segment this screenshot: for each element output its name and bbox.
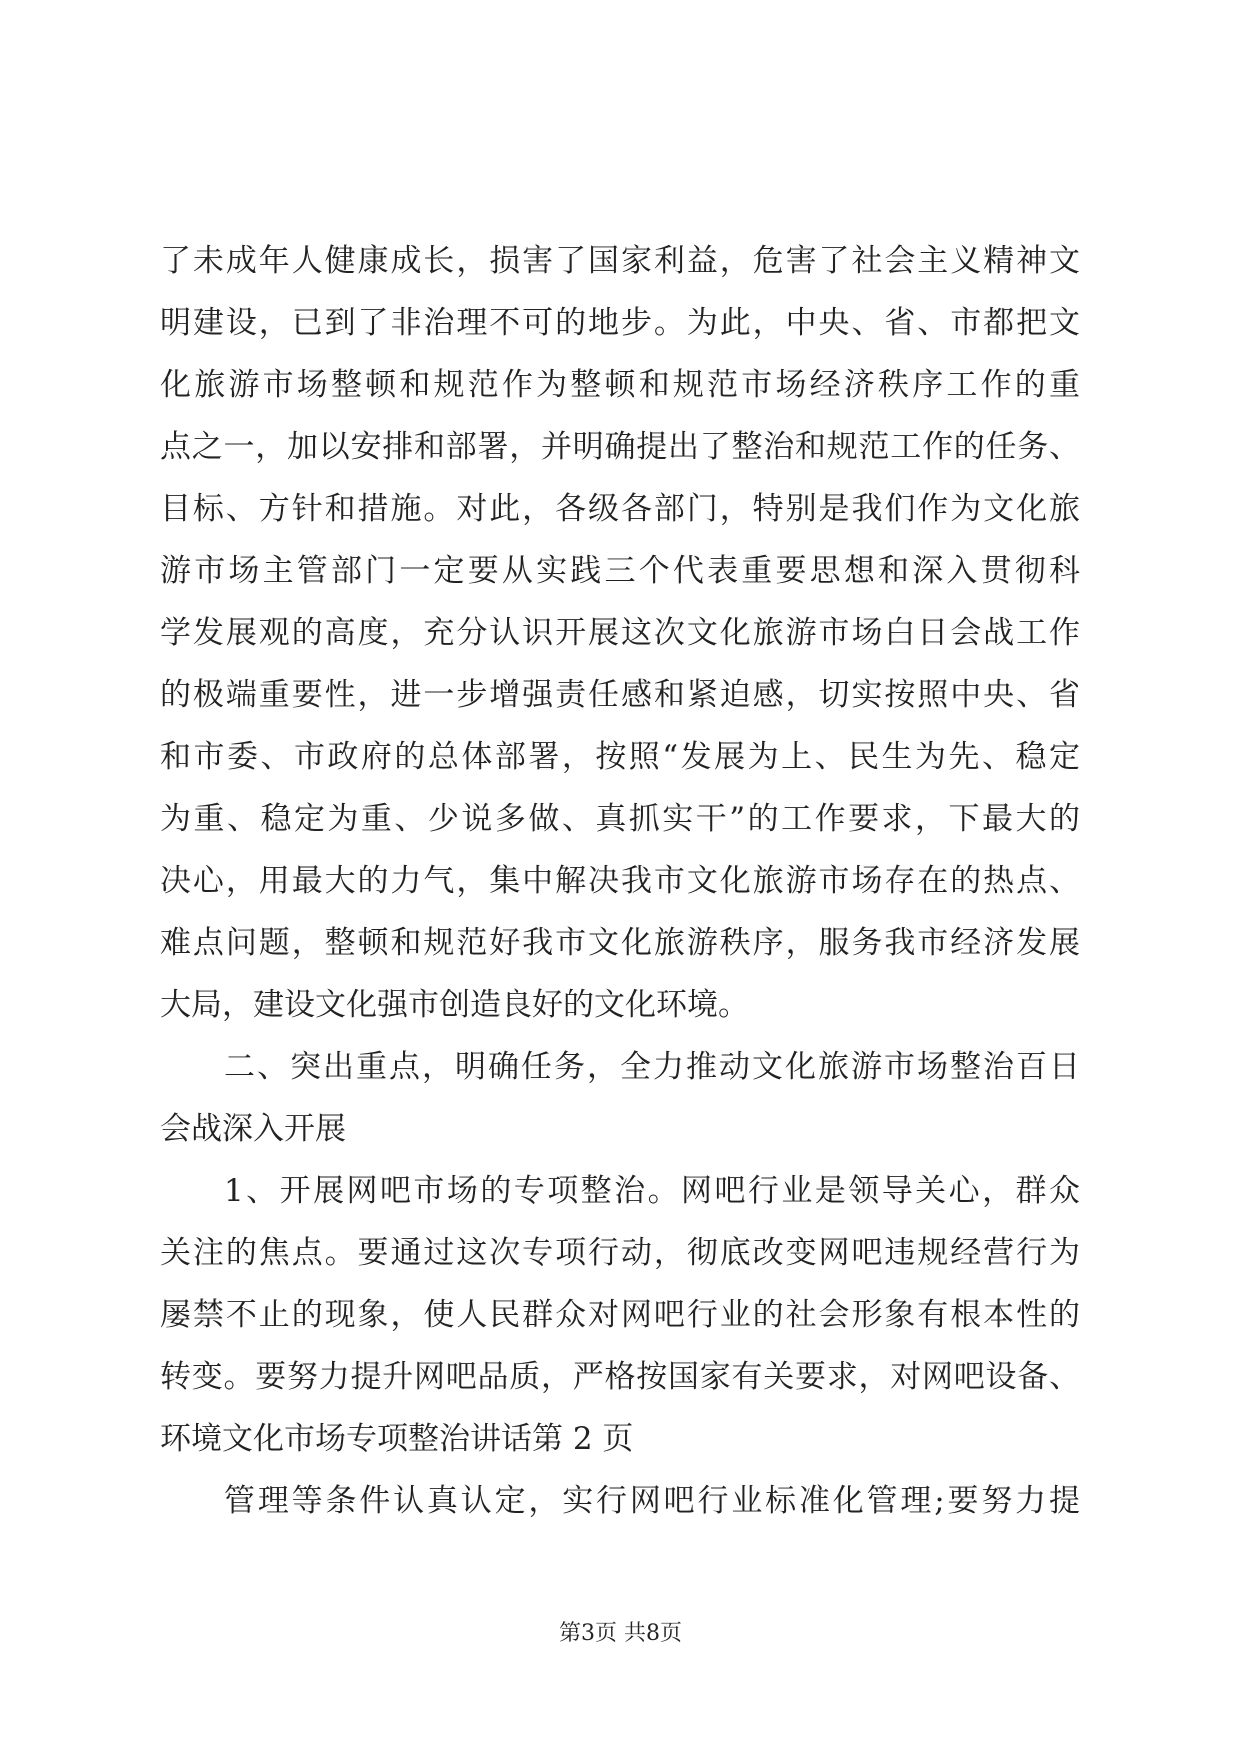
text-line-17: 关注的焦点。要通过这次专项行动，彻底改变网吧违规经营行为 (160, 1235, 1080, 1271)
text-line-9: 和市委、市政府的总体部署，按照“发展为上、民生为先、稳定 (160, 739, 1080, 775)
section-heading-line-2: 会战深入开展 (160, 1111, 346, 1147)
document-body (160, 230, 1080, 1532)
section-heading-line-1: 二、突出重点，明确任务，全力推动文化旅游市场整治百日 (224, 1049, 1080, 1085)
text-line-8: 的极端重要性，进一步增强责任感和紧迫感，切实按照中央、省 (160, 677, 1080, 713)
text-line-7: 学发展观的高度，充分认识开展这次文化旅游市场白日会战工作 (160, 615, 1080, 651)
text-line-11: 决心，用最大的力气，集中解决我市文化旅游市场存在的热点、 (160, 863, 1080, 899)
text-line-21: 管理等条件认真认定，实行网吧行业标准化管理;要努力提 (224, 1483, 1080, 1519)
text-line-6: 游市场主管部门一定要从实践三个代表重要思想和深入贯彻科 (160, 553, 1080, 589)
text-line-16: 1、开展网吧市场的专项整治。网吧行业是领导关心，群众 (224, 1173, 1080, 1209)
text-line-1: 了未成年人健康成长，损害了国家利益，危害了社会主义精神文 (160, 243, 1080, 279)
text-line-4: 点之一，加以安排和部署，并明确提出了整治和规范工作的任务、 (160, 429, 1080, 465)
page-footer: 第3页 共8页 (559, 1621, 682, 1646)
text-line-18: 屡禁不止的现象，使人民群众对网吧行业的社会形象有根本性的 (160, 1297, 1080, 1333)
text-line-3: 化旅游市场整顿和规范作为整顿和规范市场经济秩序工作的重 (160, 367, 1080, 403)
text-line-20: 环境文化市场专项整治讲话第 2 页 (160, 1421, 634, 1457)
text-line-10: 为重、稳定为重、少说多做、真抓实干”的工作要求，下最大的 (160, 801, 1080, 837)
text-line-2: 明建设，已到了非治理不可的地步。为此，中央、省、市都把文 (160, 305, 1080, 341)
text-line-19: 转变。要努力提升网吧品质，严格按国家有关要求，对网吧设备、 (160, 1359, 1080, 1395)
text-line-5: 目标、方针和措施。对此，各级各部门，特别是我们作为文化旅 (160, 491, 1080, 527)
text-line-12: 难点问题，整顿和规范好我市文化旅游秩序，服务我市经济发展 (160, 925, 1080, 961)
text-line-13: 大局，建设文化强市创造良好的文化环境。 (160, 987, 749, 1023)
